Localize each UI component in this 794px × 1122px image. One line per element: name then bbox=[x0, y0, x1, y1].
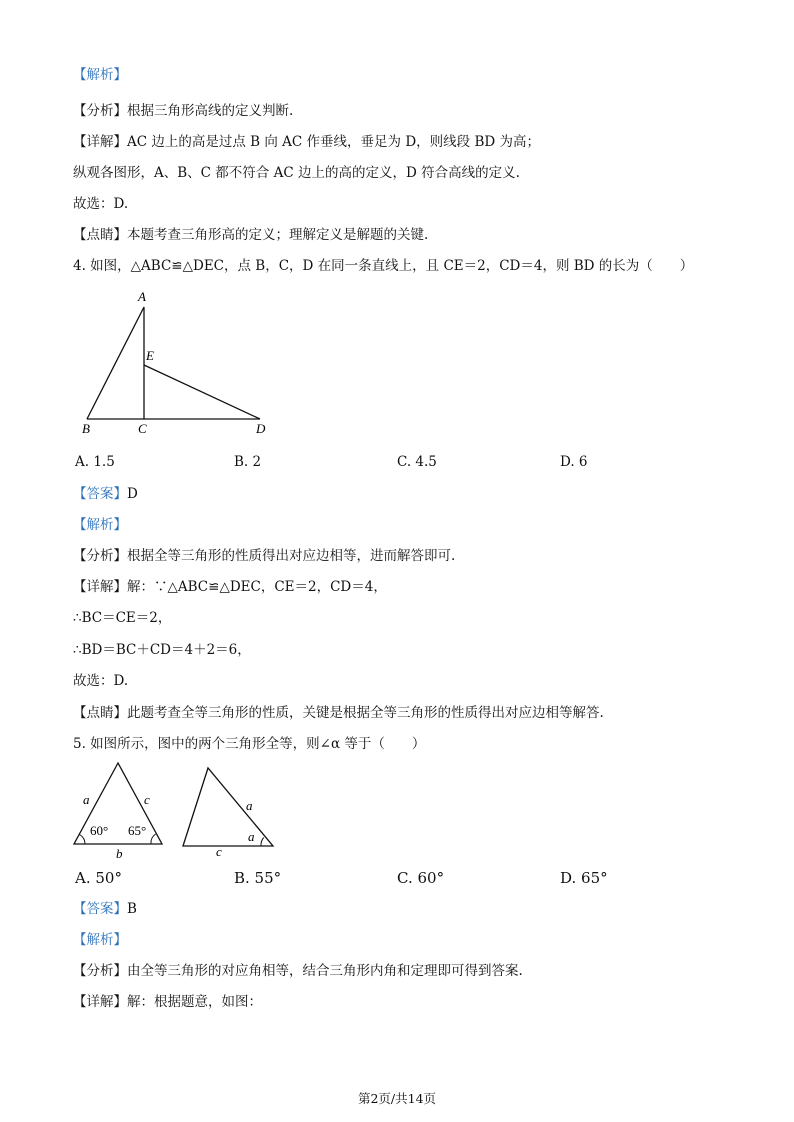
q4-analysis: 【分析】根据全等三角形的性质得出对应边相等，进而解答即可. bbox=[73, 548, 456, 564]
q4-stem: 4. 如图，△ABC≌△DEC，点 B，C，D 在同一条直线上，且 CE＝2，CD＝4，则 BD 的长为（ ） bbox=[73, 258, 694, 274]
q5-angle-arc-right bbox=[151, 834, 156, 844]
q5-analysis: 【分析】由全等三角形的对应角相等，结合三角形内角和定理即可得到答案. bbox=[73, 963, 523, 979]
q4-figure bbox=[70, 285, 280, 440]
q4-step3: 故选：D. bbox=[73, 673, 129, 689]
q5-jiexi-heading: 【解析】 bbox=[73, 932, 127, 948]
q5-alpha-arc bbox=[261, 838, 264, 847]
q5-fig1-label-a: a bbox=[83, 792, 90, 807]
q5-fig1-label-b: b bbox=[116, 846, 123, 861]
page-footer: 第2页/共14页 bbox=[357, 1091, 437, 1106]
q5-fig1-angle-65: 65° bbox=[128, 823, 147, 838]
q5-detail: 【详解】解：根据题意，如图： bbox=[73, 994, 262, 1010]
q4-option-c: C. 4.5 bbox=[397, 454, 437, 470]
q3-detail-line2: 纵观各图形，A、B、C 都不符合 AC 边上的高的定义，D 符合高线的定义. bbox=[73, 165, 520, 181]
q5-fig2-label-alpha: a bbox=[248, 829, 255, 844]
q5-answer: 【答案】B bbox=[73, 901, 137, 917]
q4-detail: 【详解】解：∵△ABC≌△DEC，CE＝2，CD＝4， bbox=[73, 579, 387, 595]
q4-option-b: B. 2 bbox=[234, 454, 262, 470]
q5-fig1-angle-60: 60° bbox=[90, 823, 109, 838]
q4-step2: ∴BD＝BC＋CD＝4＋2＝6， bbox=[73, 642, 251, 658]
q3-detail-line3: 故选：D. bbox=[73, 196, 129, 212]
q5-figure bbox=[70, 758, 285, 863]
q5-fig2-label-c: c bbox=[216, 844, 222, 859]
q5-fig1-label-c: c bbox=[144, 792, 150, 807]
q3-comment: 【点睛】本题考查三角形高的定义；理解定义是解题的关键. bbox=[73, 227, 429, 243]
q4-segment-ab bbox=[87, 307, 144, 419]
q5-option-d: D. 65° bbox=[560, 869, 608, 887]
q3-analysis: 【分析】根据三角形高线的定义判断. bbox=[73, 103, 294, 119]
q3-jiexi-heading: 【解析】 bbox=[73, 67, 127, 83]
q5-stem: 5. 如图所示，图中的两个三角形全等，则∠α 等于（ ） bbox=[73, 736, 426, 752]
q4-jiexi-heading: 【解析】 bbox=[73, 517, 127, 533]
q4-option-a: A. 1.5 bbox=[75, 454, 115, 470]
q4-segment-ed bbox=[144, 365, 260, 419]
q5-angle-arc-left bbox=[80, 835, 86, 845]
q4-label-b: B bbox=[82, 421, 90, 436]
q4-option-d: D. 6 bbox=[560, 454, 588, 470]
q4-comment: 【点睛】此题考查全等三角形的性质，关键是根据全等三角形的性质得出对应边相等解答. bbox=[73, 705, 604, 721]
q4-answer: 【答案】D bbox=[73, 486, 138, 502]
q5-option-c: C. 60° bbox=[397, 869, 445, 887]
q5-fig2-label-a: a bbox=[246, 798, 253, 813]
q5-triangle-right bbox=[183, 768, 273, 846]
q4-label-d: D bbox=[256, 421, 266, 436]
q5-option-b: B. 55° bbox=[234, 869, 282, 887]
q3-detail: 【详解】AC 边上的高是过点 B 向 AC 作垂线，垂足为 D，则线段 BD 为高； bbox=[73, 134, 540, 150]
q4-label-e: E bbox=[146, 348, 154, 363]
q4-label-c: C bbox=[138, 421, 147, 436]
q5-option-a: A. 50° bbox=[75, 869, 122, 887]
q4-step1: ∴BC＝CE＝2， bbox=[73, 610, 172, 626]
q4-label-a: A bbox=[138, 289, 146, 304]
